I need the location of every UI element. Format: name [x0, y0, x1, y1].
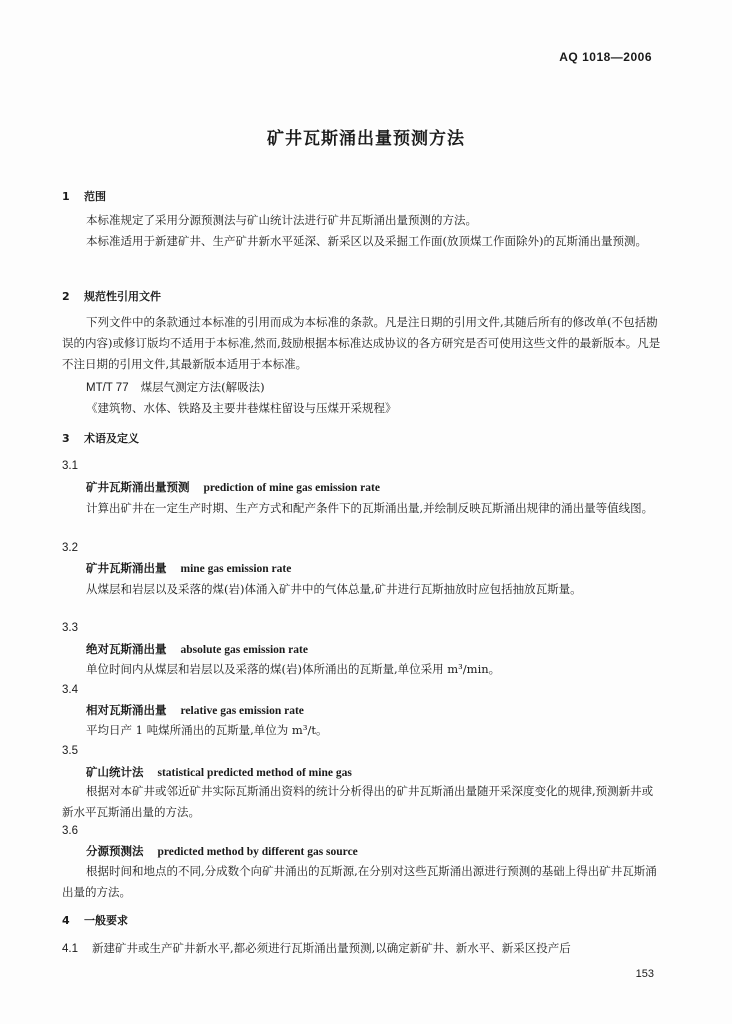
- term-chinese: 矿井瓦斯涌出量: [86, 561, 167, 575]
- term-english: relative gas emission rate: [180, 705, 304, 717]
- section-number: 2: [62, 290, 70, 303]
- reference-item: [86, 379, 732, 395]
- term-definition: 单位时间内从煤层和岩层以及采落的煤(岩)体所涌出的瓦斯量,单位采用 m³/min。: [86, 662, 501, 676]
- clause-number: 3.2: [62, 542, 78, 554]
- term-english: statistical predicted method of mine gas: [157, 767, 352, 779]
- term-chinese: 矿山统计法: [86, 765, 144, 779]
- reference-title: 煤层气测定方法(解吸法): [140, 380, 265, 394]
- term-definition: 根据对本矿井或邻近矿井实际瓦斯涌出资料的统计分析得出的矿井瓦斯涌出量随开采深度变化的规律,预测新井或新水平瓦斯涌出量的方法。: [62, 784, 654, 819]
- clause-4-1: [62, 940, 672, 956]
- clause-number: 3.3: [62, 622, 78, 634]
- section-3-heading: [62, 430, 732, 446]
- section-4-heading: [62, 912, 732, 928]
- term-definition: 根据时间和地点的不同,分成数个向矿井涌出的瓦斯源,在分别对这些瓦斯涌出源进行预测的基础上得出矿井瓦斯涌出量的方法。: [62, 864, 657, 899]
- reference-code: MT/T 77: [86, 382, 129, 394]
- term-chinese: 绝对瓦斯涌出量: [86, 642, 167, 656]
- term-entry: [86, 479, 732, 495]
- section-title: 规范性引用文件: [84, 290, 161, 303]
- term-entry: [86, 641, 732, 657]
- section-1-heading: [62, 188, 732, 204]
- term-chinese: 相对瓦斯涌出量: [86, 703, 167, 717]
- section-title: 范围: [84, 190, 106, 203]
- term-english: prediction of mine gas emission rate: [203, 482, 380, 494]
- term-entry: [86, 560, 732, 576]
- standard-number: AQ 1018—2006: [559, 50, 652, 64]
- term-entry: [86, 764, 732, 780]
- term-definition: 平均日产 1 吨煤所涌出的瓦斯量,单位为 m³/t。: [86, 723, 328, 737]
- clause-number: 3.6: [62, 825, 78, 837]
- term-english: absolute gas emission rate: [180, 644, 308, 656]
- section-number: 4: [62, 914, 70, 927]
- section-number: 1: [62, 190, 70, 203]
- term-entry: [86, 843, 732, 859]
- document-title: 矿井瓦斯涌出量预测方法: [267, 129, 465, 149]
- section-number: 3: [62, 432, 70, 445]
- section-title: 一般要求: [84, 914, 128, 927]
- page-number: 153: [635, 968, 654, 980]
- section-2-heading: [62, 288, 732, 304]
- term-chinese: 分源预测法: [86, 844, 144, 858]
- term-english: mine gas emission rate: [180, 563, 292, 575]
- term-definition: 计算出矿井在一定生产时期、生产方式和配产条件下的瓦斯涌出量,并绘制反映瓦斯涌出规律的涌出量等值线图。: [86, 501, 654, 515]
- clause-number: 4.1: [62, 943, 78, 955]
- clause-text: 新建矿井或生产矿井新水平,都必须进行瓦斯涌出量预测,以确定新矿井、新水平、新采区投产后: [92, 941, 571, 955]
- term-definition: 从煤层和岩层以及采落的煤(岩)体涌入矿井中的气体总量,矿井进行瓦斯抽放时应包括抽放瓦斯量。: [86, 582, 582, 596]
- term-english: predicted method by different gas source: [157, 846, 358, 858]
- term-chinese: 矿井瓦斯涌出量预测: [86, 480, 190, 494]
- paragraph: 下列文件中的条款通过本标准的引用而成为本标准的条款。凡是注日期的引用文件,其随后所有的修改单(不包括勘误的内容)或修订版均不适用于本标准,然而,鼓励根据本标准达成协议的各方研究是否可使用这些文件的最新版本。凡是不注日期的引用文件,其最新版本适用于本标准。: [62, 315, 661, 371]
- paragraph: 本标准规定了采用分源预测法与矿山统计法进行矿井瓦斯涌出量预测的方法。: [86, 213, 477, 227]
- clause-number: 3.5: [62, 745, 78, 757]
- section-title: 术语及定义: [84, 432, 139, 445]
- paragraph: 本标准适用于新建矿井、生产矿井新水平延深、新采区以及采掘工作面(放顶煤工作面除外)的瓦斯涌出量预测。: [86, 234, 647, 248]
- reference-item: 《建筑物、水体、铁路及主要井巷煤柱留设与压煤开采规程》: [86, 401, 397, 415]
- clause-number: 3.1: [62, 460, 78, 472]
- term-entry: [86, 702, 732, 718]
- clause-number: 3.4: [62, 684, 78, 696]
